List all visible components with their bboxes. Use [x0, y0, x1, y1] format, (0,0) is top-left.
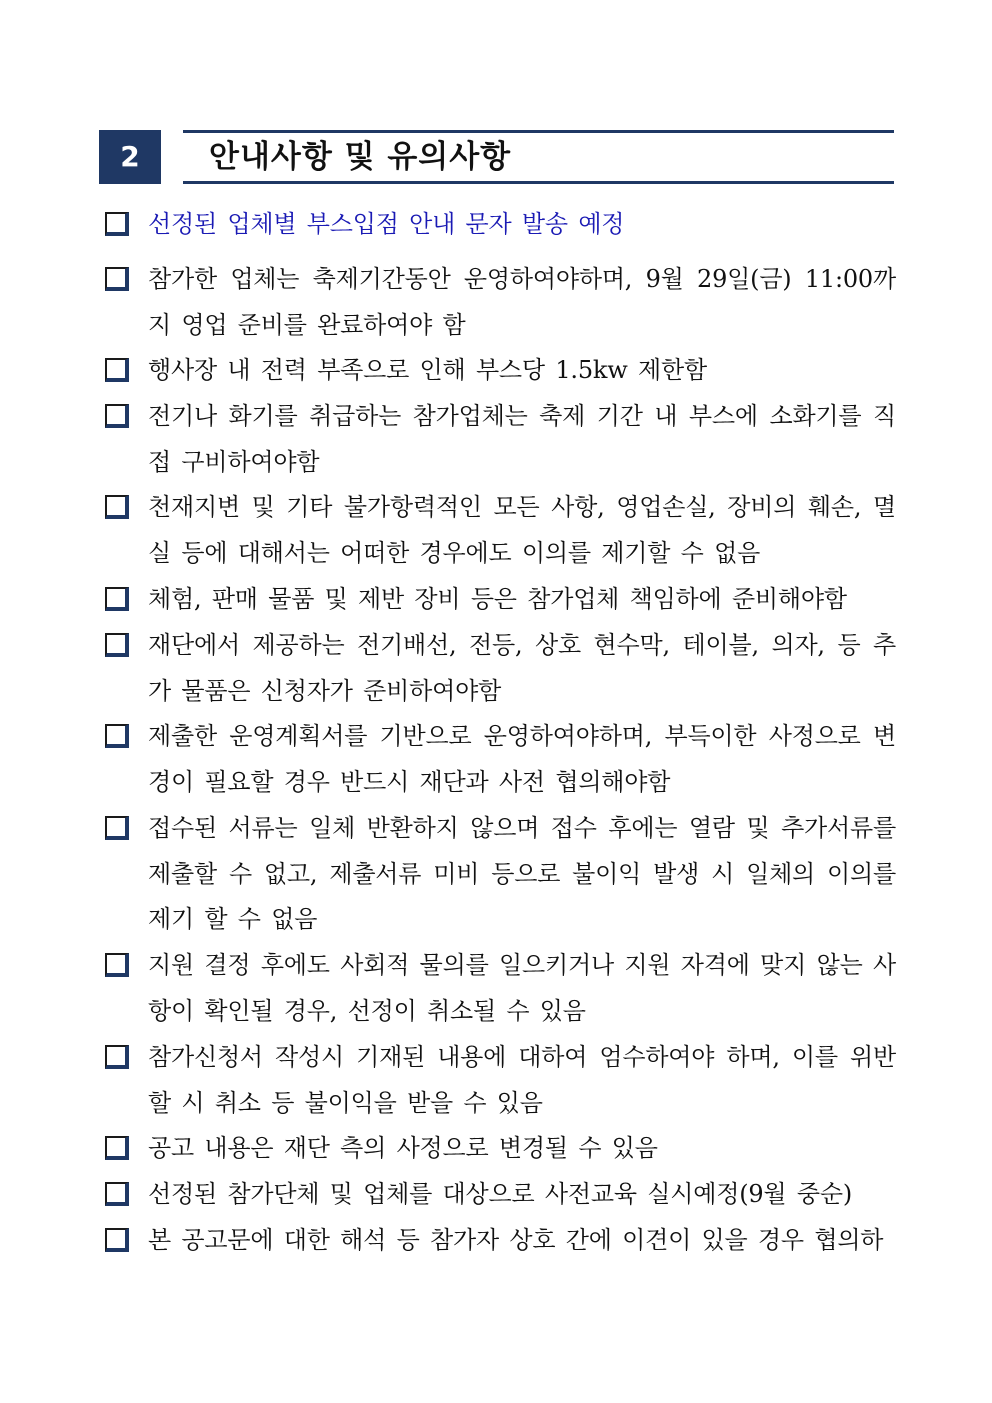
- notice-item: [105, 485, 900, 576]
- notice-text: 천재지변 및 기타 불가항력적인 모든 사항, 영업손실, 장비의 훼손, 멸실 등에 대해서는 어떠한 경우에도 이의를 제기할 수 없음: [148, 493, 896, 567]
- notice-item: [105, 806, 900, 943]
- checkbox-icon: [105, 1136, 129, 1160]
- notice-item: [105, 1218, 900, 1264]
- checkbox-icon: [105, 358, 129, 382]
- section-rule-bottom: [183, 181, 894, 184]
- checkbox-icon: [105, 404, 129, 428]
- checkbox-icon: [105, 1228, 129, 1252]
- section-number-badge: 2: [99, 130, 161, 184]
- notice-item: [105, 1126, 900, 1172]
- notice-item: [105, 714, 900, 805]
- notice-item: [105, 202, 900, 248]
- notice-item: [105, 623, 900, 714]
- notice-text: 공고 내용은 재단 측의 사정으로 변경될 수 있음: [148, 1134, 658, 1162]
- notice-text: 제출한 운영계획서를 기반으로 운영하여야하며, 부득이한 사정으로 변경이 필요할 경우 반드시 재단과 사전 협의해야함: [148, 722, 896, 796]
- notice-text: 체험, 판매 물품 및 제반 장비 등은 참가업체 책임하에 준비해야함: [148, 585, 847, 613]
- notice-text: 본 공고문에 대한 해석 등 참가자 상호 간에 이견이 있을 경우 협의하: [148, 1226, 884, 1254]
- checkbox-icon: [105, 633, 129, 657]
- section-title: 안내사항 및 유의사항: [209, 139, 512, 175]
- notice-item: [105, 1035, 900, 1126]
- section-header: [99, 130, 894, 184]
- notice-text: 지원 결정 후에도 사회적 물의를 일으키거나 지원 자격에 맞지 않는 사항이 확인될 경우, 선정이 취소될 수 있음: [148, 951, 896, 1025]
- notice-text: 참가한 업체는 축제기간동안 운영하여야하며, 9월 29일(금) 11:00까지 영업 준비를 완료하여야 함: [148, 265, 896, 339]
- notice-item: [105, 1172, 900, 1218]
- checkbox-icon: [105, 953, 129, 977]
- notice-item: [105, 257, 900, 348]
- checkbox-icon: [105, 495, 129, 519]
- checkbox-icon: [105, 1045, 129, 1069]
- notice-text: 선정된 참가단체 및 업체를 대상으로 사전교육 실시예정(9월 중순): [148, 1180, 852, 1208]
- notice-text: 재단에서 제공하는 전기배선, 전등, 상호 현수막, 테이블, 의자, 등 추가 물품은 신청자가 준비하여야함: [148, 631, 896, 705]
- checkbox-icon: [105, 1182, 129, 1206]
- notice-item: [105, 348, 900, 394]
- checkbox-icon: [105, 587, 129, 611]
- notice-text: 전기나 화기를 취급하는 참가업체는 축제 기간 내 부스에 소화기를 직접 구비하여야함: [148, 402, 896, 476]
- notice-text: 선정된 업체별 부스입점 안내 문자 발송 예정: [148, 210, 625, 238]
- notice-text: 접수된 서류는 일체 반환하지 않으며 접수 후에는 열람 및 추가서류를 제출할 수 없고, 제출서류 미비 등으로 불이익 발생 시 일체의 이의를 제기 할 수 없음: [148, 814, 896, 933]
- checkbox-icon: [105, 212, 129, 236]
- notice-item: [105, 943, 900, 1034]
- notice-text: 행사장 내 전력 부족으로 인해 부스당 1.5kw 제한함: [148, 356, 707, 384]
- notice-item: [105, 577, 900, 623]
- checkbox-icon: [105, 724, 129, 748]
- checkbox-icon: [105, 267, 129, 291]
- notice-text: 참가신청서 작성시 기재된 내용에 대하여 엄수하여야 하며, 이를 위반 할 시 취소 등 불이익을 받을 수 있음: [148, 1043, 896, 1117]
- notice-item: [105, 394, 900, 485]
- checkbox-icon: [105, 816, 129, 840]
